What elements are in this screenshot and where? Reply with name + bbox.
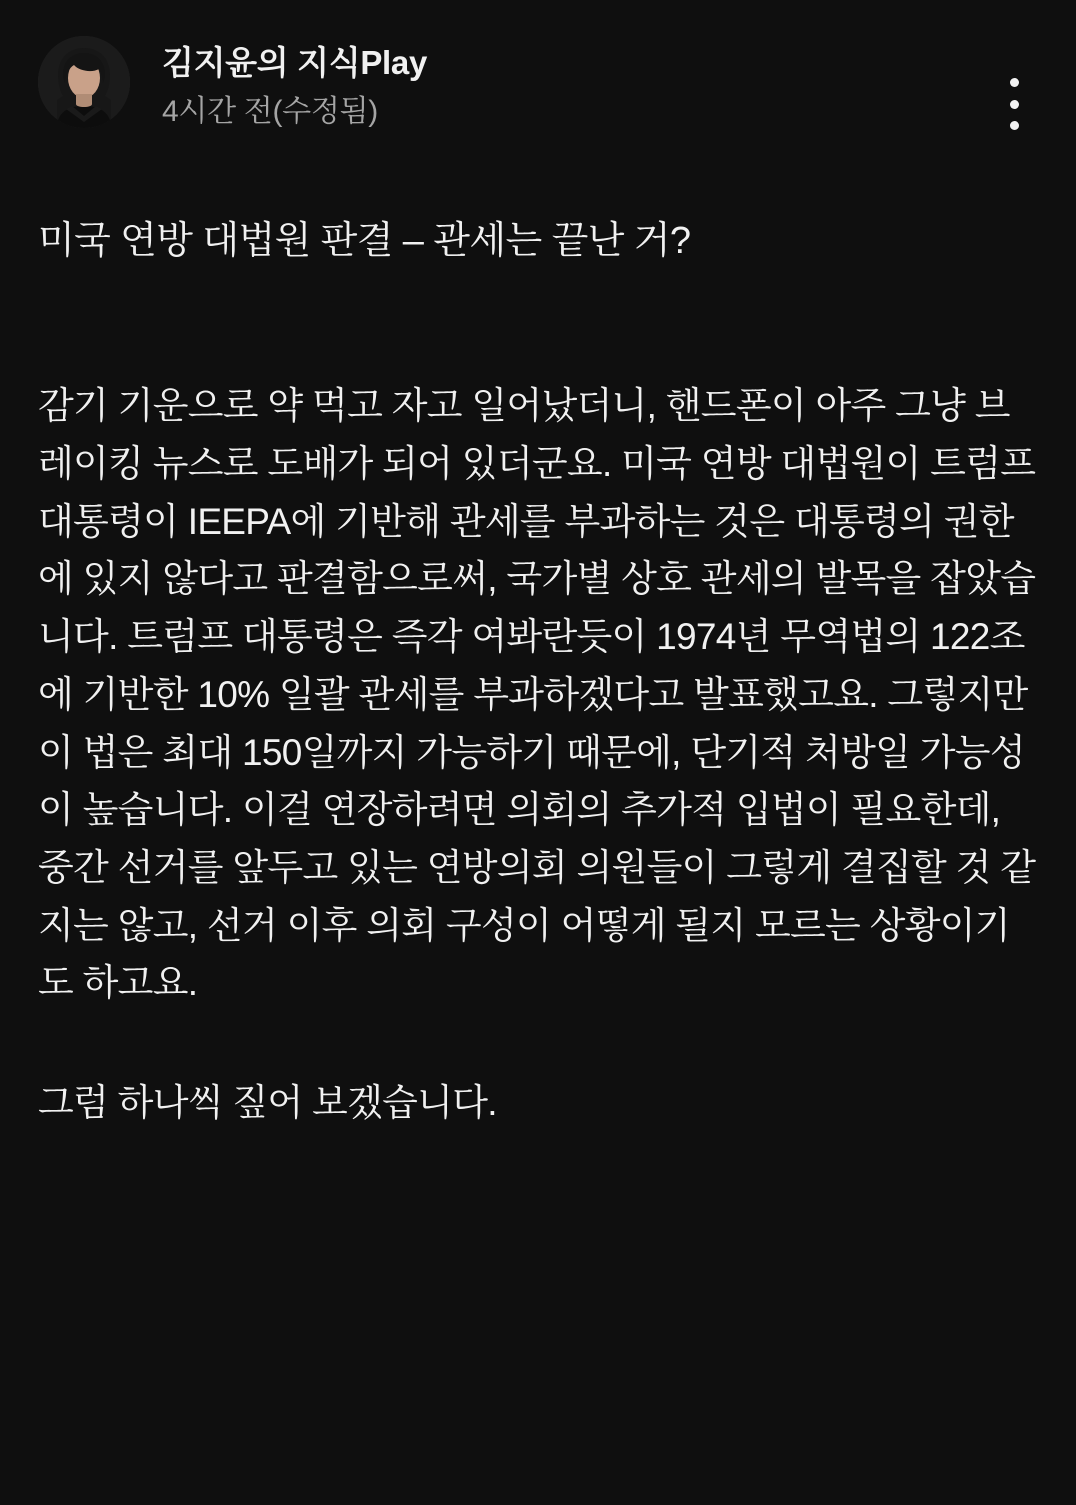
post-title: 미국 연방 대법원 판결 – 관세는 끝난 거? — [38, 220, 691, 262]
post-timestamp: 4시간 전(수정됨) — [162, 95, 378, 129]
kebab-dot — [1010, 78, 1019, 87]
post-header — [38, 36, 1036, 144]
post-paragraph: 그럼 하나씩 짚어 보겠습니다. — [38, 1082, 497, 1124]
kebab-menu-icon[interactable] — [992, 74, 1036, 134]
channel-meta — [162, 36, 427, 131]
avatar[interactable] — [38, 36, 130, 128]
kebab-dot — [1010, 121, 1019, 130]
kebab-dot — [1010, 100, 1019, 109]
post-paragraph: 감기 기운으로 약 먹고 자고 일어났더니, 핸드폰이 아주 그냥 브레이킹 뉴스로 도배가 되어 있더군요. 미국 연방 대법원이 트럼프 대통령이 IEEPA에 기반해 관세를 부과하는 것은 대통령의 권한에 있지 않다고 판결함으로써, 국가별 상호 관세의 발목을 잡았습니다. 트럼프 대통령은 즉각 여봐란듯이 1974년 무역법의 122조에 기반한 10% 일괄 관세를 부과하겠다고 발표했고요. 그렇지만 이 법은 최대 150일까지 가능하기 때문에, 단기적 처방일 가능성이 높습니다. 이걸 연장하려면 의회의 추가적 입법이 필요한데, 중간 선거를 앞두고 있는 연방의회 의원들이 그렇게 결집할 것 같지는 않고, 선거 이후 의회 구성이 어떻게 될지 모르는 상황이기도 하고요. — [38, 385, 1045, 1004]
channel-name[interactable]: 김지윤의 지식Play — [162, 44, 428, 81]
